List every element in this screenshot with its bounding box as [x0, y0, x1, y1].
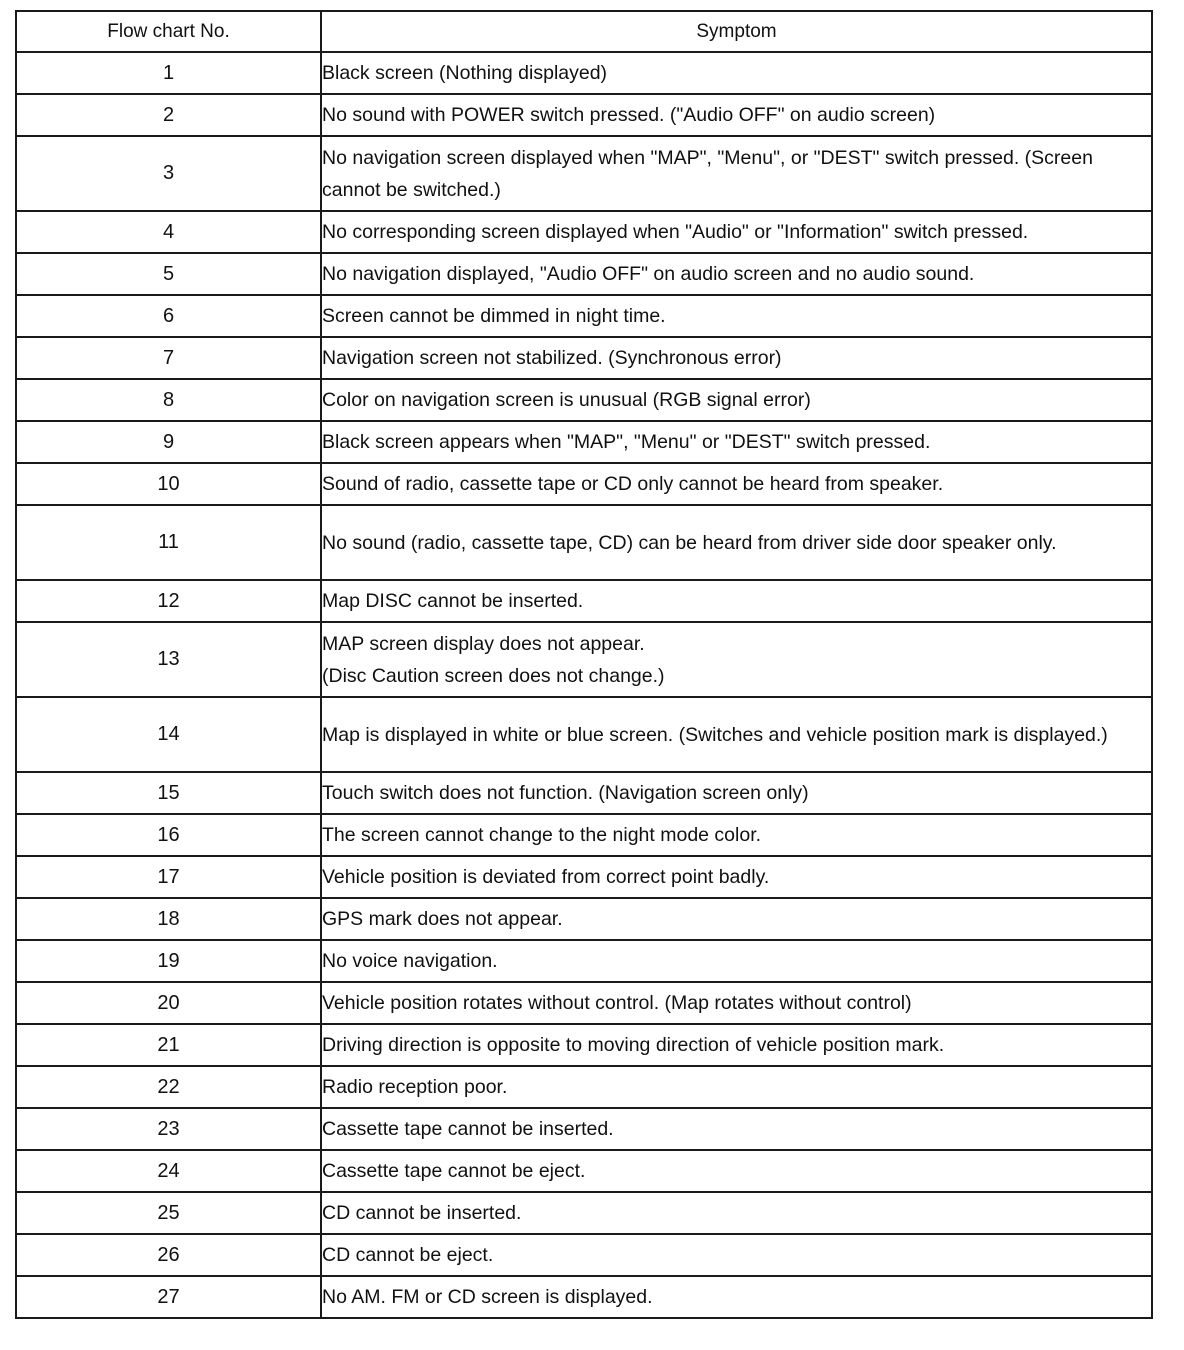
flow-chart-number-cell: 19	[16, 940, 321, 982]
symptom-cell: MAP screen display does not appear. (Disc Caution screen does not change.)	[321, 622, 1152, 697]
flow-chart-number-cell: 10	[16, 463, 321, 505]
table-row	[16, 52, 1152, 94]
table-row	[16, 898, 1152, 940]
symptom-cell: GPS mark does not appear.	[321, 898, 1152, 940]
flow-chart-number-cell: 21	[16, 1024, 321, 1066]
symptom-cell: The screen cannot change to the night mode color.	[321, 814, 1152, 856]
table-row	[16, 622, 1152, 697]
symptom-cell: Map is displayed in white or blue screen. (Switches and vehicle position mark is displayed.)	[321, 697, 1152, 772]
symptom-cell: No AM. FM or CD screen is displayed.	[321, 1276, 1152, 1318]
symptom-cell: Screen cannot be dimmed in night time.	[321, 295, 1152, 337]
flow-chart-number-cell: 5	[16, 253, 321, 295]
table-row	[16, 940, 1152, 982]
flow-chart-number-cell: 4	[16, 211, 321, 253]
flow-chart-number-cell: 6	[16, 295, 321, 337]
symptom-cell: Sound of radio, cassette tape or CD only cannot be heard from speaker.	[321, 463, 1152, 505]
symptom-header: Symptom	[321, 11, 1152, 52]
symptom-cell: Cassette tape cannot be eject.	[321, 1150, 1152, 1192]
flow-chart-number-cell: 16	[16, 814, 321, 856]
flow-chart-number-cell: 12	[16, 580, 321, 622]
flow-chart-number-cell: 23	[16, 1108, 321, 1150]
symptom-cell: CD cannot be eject.	[321, 1234, 1152, 1276]
flow-chart-number-cell: 22	[16, 1066, 321, 1108]
flow-chart-number-cell: 13	[16, 622, 321, 697]
symptom-cell: Vehicle position rotates without control. (Map rotates without control)	[321, 982, 1152, 1024]
symptom-cell: Vehicle position is deviated from correct point badly.	[321, 856, 1152, 898]
table-row	[16, 94, 1152, 136]
table-row	[16, 1066, 1152, 1108]
flow-chart-number-cell: 8	[16, 379, 321, 421]
table-row	[16, 1276, 1152, 1318]
flow-chart-number-cell: 2	[16, 94, 321, 136]
flow-chart-number-cell: 17	[16, 856, 321, 898]
symptom-cell: No navigation displayed, "Audio OFF" on audio screen and no audio sound.	[321, 253, 1152, 295]
flow-chart-number-cell: 14	[16, 697, 321, 772]
flow-chart-number-cell: 27	[16, 1276, 321, 1318]
table-row	[16, 982, 1152, 1024]
table-row	[16, 1192, 1152, 1234]
symptom-cell: No sound (radio, cassette tape, CD) can be heard from driver side door speaker only.	[321, 505, 1152, 580]
table-row	[16, 253, 1152, 295]
symptom-cell: Radio reception poor.	[321, 1066, 1152, 1108]
table-row	[16, 337, 1152, 379]
table-row	[16, 379, 1152, 421]
flow-chart-number-cell: 20	[16, 982, 321, 1024]
table-row	[16, 772, 1152, 814]
symptom-cell: Driving direction is opposite to moving direction of vehicle position mark.	[321, 1024, 1152, 1066]
flow-chart-number-cell: 25	[16, 1192, 321, 1234]
flow-chart-number-cell: 11	[16, 505, 321, 580]
symptom-cell: No navigation screen displayed when "MAP", "Menu", or "DEST" switch pressed. (Screen cannot be switched.)	[321, 136, 1152, 211]
table-row	[16, 463, 1152, 505]
symptom-cell: Black screen appears when "MAP", "Menu" or "DEST" switch pressed.	[321, 421, 1152, 463]
flow-chart-number-cell: 15	[16, 772, 321, 814]
symptom-cell: Color on navigation screen is unusual (RGB signal error)	[321, 379, 1152, 421]
table-row	[16, 1108, 1152, 1150]
symptom-cell: No corresponding screen displayed when "Audio" or "Information" switch pressed.	[321, 211, 1152, 253]
flow-chart-number-cell: 7	[16, 337, 321, 379]
symptom-cell: Map DISC cannot be inserted.	[321, 580, 1152, 622]
symptom-cell: Touch switch does not function. (Navigation screen only)	[321, 772, 1152, 814]
flow-chart-number-cell: 24	[16, 1150, 321, 1192]
symptom-cell: Navigation screen not stabilized. (Synchronous error)	[321, 337, 1152, 379]
flow-chart-number-cell: 9	[16, 421, 321, 463]
table-row	[16, 211, 1152, 253]
symptom-cell: No sound with POWER switch pressed. ("Audio OFF" on audio screen)	[321, 94, 1152, 136]
table-row	[16, 421, 1152, 463]
table-row	[16, 580, 1152, 622]
symptom-cell: Black screen (Nothing displayed)	[321, 52, 1152, 94]
table-header-row	[16, 11, 1152, 52]
flow-chart-number-header: Flow chart No.	[16, 11, 321, 52]
table-row	[16, 136, 1152, 211]
table-row	[16, 505, 1152, 580]
symptom-cell: CD cannot be inserted.	[321, 1192, 1152, 1234]
flow-chart-number-cell: 18	[16, 898, 321, 940]
table-row	[16, 697, 1152, 772]
flow-chart-number-cell: 26	[16, 1234, 321, 1276]
table-row	[16, 856, 1152, 898]
symptom-cell: Cassette tape cannot be inserted.	[321, 1108, 1152, 1150]
table-row	[16, 1150, 1152, 1192]
flow-chart-number-cell: 3	[16, 136, 321, 211]
symptom-table	[15, 10, 1153, 1319]
table-row	[16, 295, 1152, 337]
flow-chart-number-cell: 1	[16, 52, 321, 94]
table-row	[16, 814, 1152, 856]
symptom-cell: No voice navigation.	[321, 940, 1152, 982]
table-body	[16, 52, 1152, 1318]
table-row	[16, 1024, 1152, 1066]
table-row	[16, 1234, 1152, 1276]
